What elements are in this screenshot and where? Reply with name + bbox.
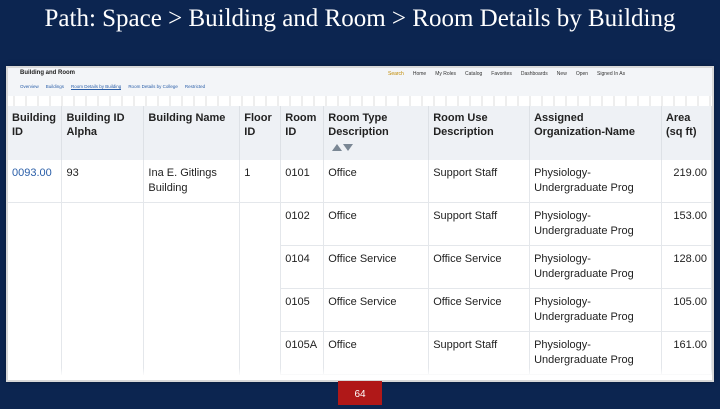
table-row — [8, 289, 712, 332]
cell-room-use: Office Service — [429, 289, 530, 332]
cell-organization: Physiology-Undergraduate Prog — [530, 332, 662, 375]
cell-organization: Physiology-Undergraduate Prog — [530, 203, 662, 246]
col-area-sq-ft[interactable]: Area (sq ft) — [661, 106, 711, 160]
cell-building-id — [8, 203, 62, 246]
subnav-restricted[interactable]: Restricted — [184, 84, 206, 89]
col-room-type-description[interactable] — [324, 106, 429, 160]
col-building-id-alpha[interactable]: Building ID Alpha — [62, 106, 144, 160]
room-details-table — [8, 106, 712, 375]
cell-room-use: Support Staff — [429, 203, 530, 246]
subnav-buildings[interactable]: Buildings — [45, 84, 65, 89]
cell-room-id: 0104 — [281, 246, 324, 289]
cell-organization: Physiology-Undergraduate Prog — [530, 289, 662, 332]
app-title: Building and Room — [20, 70, 75, 76]
menu-signed-in[interactable]: Signed In As — [597, 71, 626, 77]
table-header-row — [8, 106, 712, 160]
cell-room-use: Office Service — [429, 246, 530, 289]
col-building-id[interactable]: Building ID — [8, 106, 62, 160]
table-row — [8, 246, 712, 289]
cell-area: 161.00 — [661, 332, 711, 375]
cell-room-type: Office — [324, 160, 429, 203]
torn-edge-bottom — [8, 368, 712, 380]
cell-floor-id — [240, 203, 281, 246]
cell-building-id-alpha — [62, 289, 144, 332]
col-building-name[interactable]: Building Name — [144, 106, 240, 160]
cell-building-id — [8, 246, 62, 289]
subnav-room-details-by-building[interactable]: Room Details by Building — [71, 84, 122, 89]
table-row — [8, 203, 712, 246]
cell-area: 105.00 — [661, 289, 711, 332]
cell-building-id-alpha: 93 — [62, 160, 144, 203]
cell-room-type: Office Service — [324, 246, 429, 289]
cell-organization: Physiology-Undergraduate Prog — [530, 160, 662, 203]
app-header — [8, 68, 712, 97]
cell-room-id: 0101 — [281, 160, 324, 203]
col-assigned-organization[interactable]: Assigned Organization-Name — [530, 106, 662, 160]
subnav-overview[interactable]: Overview — [20, 84, 39, 89]
menu-dashboards[interactable]: Dashboards — [520, 71, 548, 77]
cell-building-id-alpha — [62, 246, 144, 289]
cell-floor-id: 1 — [240, 160, 281, 203]
page-number: 64 — [338, 381, 382, 405]
room-type-header-label: Room Type Description — [328, 112, 389, 138]
cell-building-name — [144, 203, 240, 246]
report-screenshot — [8, 68, 712, 380]
col-room-use-description[interactable]: Room Use Description — [429, 106, 530, 160]
cell-organization: Physiology-Undergraduate Prog — [530, 246, 662, 289]
cell-room-type: Office Service — [324, 289, 429, 332]
menu-open[interactable]: Open — [575, 71, 589, 77]
building-id-link[interactable]: 0093.00 — [8, 160, 62, 203]
menu-search[interactable]: Search — [388, 71, 404, 77]
menu-favorites[interactable]: Favorites — [491, 71, 512, 77]
cell-room-id: 0102 — [281, 203, 324, 246]
menu-home[interactable]: Home — [412, 71, 427, 77]
cell-building-name — [144, 246, 240, 289]
cell-building-name — [144, 289, 240, 332]
cell-room-id: 0105 — [281, 289, 324, 332]
cell-room-use: Support Staff — [429, 160, 530, 203]
menu-catalog[interactable]: Catalog — [465, 71, 483, 77]
cell-floor-id — [240, 246, 281, 289]
cell-room-use: Support Staff — [429, 332, 530, 375]
cell-building-id — [8, 289, 62, 332]
col-floor-id[interactable]: Floor ID — [240, 106, 281, 160]
report-subnav — [20, 84, 205, 90]
global-menu — [388, 71, 625, 77]
col-room-id[interactable]: Room ID — [281, 106, 324, 160]
cell-building-name: Ina E. Gitlings Building — [144, 160, 240, 203]
menu-new[interactable]: New — [556, 71, 567, 77]
cell-area: 219.00 — [661, 160, 711, 203]
cell-room-type: Office — [324, 203, 429, 246]
cell-room-id: 0105A — [281, 332, 324, 375]
cell-building-id-alpha — [62, 203, 144, 246]
cell-area: 153.00 — [661, 203, 711, 246]
cell-area: 128.00 — [661, 246, 711, 289]
sort-icon[interactable] — [332, 141, 354, 155]
slide-title: Path: Space > Building and Room > Room Details by Building — [44, 5, 676, 32]
subnav-room-details-by-college[interactable]: Room Details by College — [128, 84, 178, 89]
cell-floor-id — [240, 289, 281, 332]
table-row — [8, 160, 712, 203]
cell-room-type: Office — [324, 332, 429, 375]
menu-my-roles[interactable]: My Roles — [435, 71, 457, 77]
torn-edge — [8, 96, 712, 106]
